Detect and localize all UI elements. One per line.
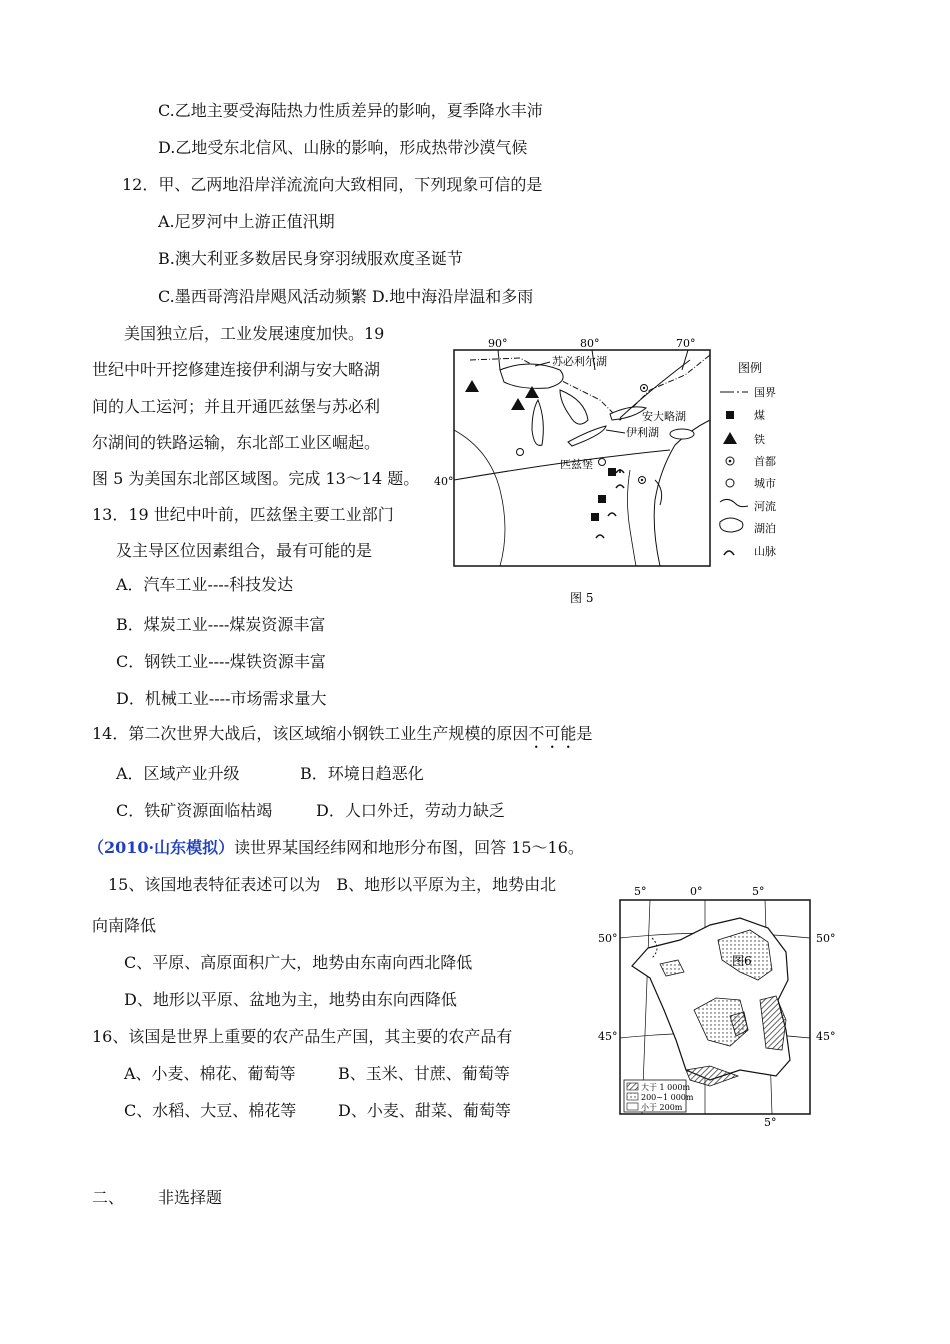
figure-5-map: [420, 330, 800, 610]
lat-label-50-left: 50°: [598, 932, 618, 945]
figure-6-legend: [624, 1080, 694, 1112]
q14-option-a: A．区域产业升级: [116, 764, 240, 783]
q16-stem: 16、该国是世界上重要的农产品生产国，其主要的农产品有: [92, 1027, 513, 1046]
coal-symbol: [591, 513, 599, 521]
figure-6-map: [590, 880, 850, 1130]
city-symbol: [517, 449, 524, 456]
lat-label-45-right: 45°: [816, 1030, 836, 1043]
q16-option-c: C、水稻、大豆、棉花等: [124, 1101, 297, 1120]
figure-5-legend: [720, 360, 776, 558]
city-pittsburgh: [599, 459, 606, 466]
lat-label-40: 40°: [434, 475, 454, 488]
lon-label-90: 90°: [488, 337, 508, 350]
svg-text:首都: 首都: [754, 455, 776, 468]
svg-text:铁: 铁: [754, 433, 765, 446]
svg-text:河流: 河流: [754, 500, 776, 513]
svg-text:山脉: 山脉: [754, 545, 776, 558]
lon-label-0: 0°: [690, 885, 703, 898]
q13-option-a: A．汽车工业----科技发达: [116, 575, 294, 594]
figure-5-caption: 图 5: [570, 591, 594, 605]
q14-emphasis: 不可能: [528, 724, 577, 743]
q14-option-c: C．铁矿资源面临枯竭: [116, 801, 273, 820]
q15-option-c: C、平原、高原面积广大，地势由东南向西北降低: [124, 953, 473, 972]
lon-label-bottom: 5°: [764, 1116, 777, 1129]
q15-option-d: D、地形以平原、盆地为主，地势由东向西降低: [124, 990, 457, 1009]
section-2-title: 非选择题: [158, 1188, 223, 1207]
label-lake-ontario: 安大略湖: [642, 410, 686, 423]
section-intro: （2010·山东模拟）读世界某国经纬网和地形分布图，回答 15～16。: [88, 838, 584, 857]
q13-option-b: B．煤炭工业----煤炭资源丰富: [116, 615, 326, 634]
q14-option-b: B．环境日趋恶化: [300, 764, 424, 783]
q16-option-a: A、小麦、棉花、葡萄等: [124, 1064, 296, 1083]
coal-symbol: [598, 495, 606, 503]
legend-title: 图例: [738, 361, 763, 375]
lat-label-50-right: 50°: [816, 932, 836, 945]
svg-text:200~1 000m: 200~1 000m: [641, 1093, 694, 1102]
section-2-number: 二、: [92, 1188, 125, 1207]
q16-option-d: D、小麦、甜菜、葡萄等: [338, 1101, 511, 1120]
q15-stem-line-2: 向南降低: [92, 916, 157, 935]
intro-line-3: 间的人工运河；并且开通匹兹堡与苏必利: [92, 397, 381, 416]
intro-line-4: 尔湖间的铁路运输，东北部工业区崛起。: [92, 433, 381, 452]
svg-text:小于 200m: 小于 200m: [641, 1103, 683, 1112]
figure-6-label: 图6: [732, 954, 752, 968]
q11-option-d: D.乙地受东北信风、山脉的影响，形成热带沙漠气候: [158, 138, 528, 157]
label-lake-erie: 伊利湖: [626, 426, 659, 439]
q14-stem: 14．第二次世界大战后，该区域缩小钢铁工业生产规模的原因不可能是: [92, 724, 593, 743]
intro-line-2: 世纪中叶开挖修建连接伊利湖与安大略湖: [92, 360, 381, 379]
q13-option-c: C．钢铁工业----煤铁资源丰富: [116, 652, 326, 671]
coal-symbol: [608, 468, 616, 476]
intro-line-5: 图 5 为美国东北部区域图。完成 13～14 题。: [92, 469, 420, 488]
q15-stem-line-1: 15、该国地表特征表述可以为 B、地形以平原为主，地势由北: [108, 875, 557, 894]
lat-label-45-left: 45°: [598, 1030, 618, 1043]
q12-stem: 12．甲、乙两地沿岸洋流流向大致相同，下列现象可信的是: [122, 175, 543, 194]
lon-label-80: 80°: [580, 337, 600, 350]
svg-text:大于 1 000m: 大于 1 000m: [641, 1083, 691, 1092]
svg-text:煤: 煤: [754, 409, 765, 422]
svg-text:城市: 城市: [754, 477, 776, 490]
intro-line-1: 美国独立后，工业发展速度加快。19: [124, 324, 385, 343]
source-tag: （2010·山东模拟）: [88, 838, 235, 857]
q13-stem-1: 13．19 世纪中叶前，匹兹堡主要工业部门: [92, 505, 394, 524]
q11-option-c: C.乙地主要受海陆热力性质差异的影响，夏季降水丰沛: [158, 101, 543, 120]
q12-option-cd: C.墨西哥湾沿岸飓风活动频繁 D.地中海沿岸温和多雨: [158, 287, 534, 306]
lon-label-e5: 5°: [752, 885, 765, 898]
q13-stem-2: 及主导区位因素组合，最有可能的是: [116, 541, 373, 560]
q12-option-b: B.澳大利亚多数居民身穿羽绒服欢度圣诞节: [158, 249, 463, 268]
q12-option-a: A.尼罗河中上游正值汛期: [158, 212, 335, 231]
q16-option-b: B、玉米、甘蔗、葡萄等: [338, 1064, 510, 1083]
label-lake-superior: 苏必利尔湖: [552, 355, 607, 368]
q14-option-d: D．人口外迁，劳动力缺乏: [316, 801, 505, 820]
lon-label-70: 70°: [676, 337, 696, 350]
svg-text:湖泊: 湖泊: [754, 522, 776, 535]
q13-option-d: D．机械工业----市场需求量大: [116, 689, 327, 708]
label-pittsburgh: 匹兹堡: [560, 458, 593, 471]
lon-label-w5: 5°: [634, 885, 647, 898]
svg-text:国界: 国界: [754, 386, 776, 399]
